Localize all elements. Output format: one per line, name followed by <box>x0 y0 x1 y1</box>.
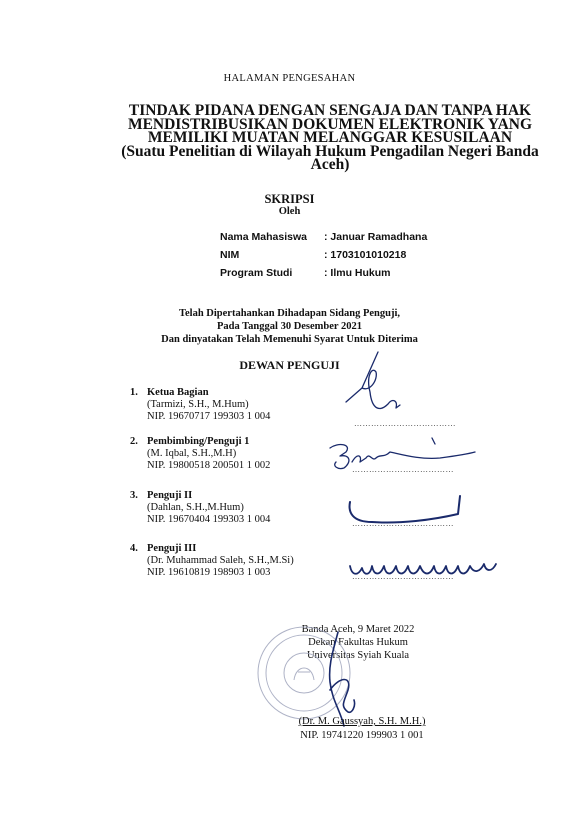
examiner-name: (Dahlan, S.H.,M.Hum) <box>147 502 244 513</box>
institution-name: Universitas Syiah Kuala <box>306 650 410 661</box>
examiner-number: 4. <box>130 543 138 554</box>
dean-position: Dekan Fakultas Hukum <box>308 637 408 648</box>
examiner-role: Ketua Bagian <box>147 387 209 398</box>
signature-line: ……………………………… <box>352 465 454 474</box>
signature-line: ……………………………… <box>352 519 454 528</box>
examiner-nip: NIP. 19670717 199303 1 004 <box>147 411 271 422</box>
dean-nip: NIP. 19741220 199903 1 001 <box>300 730 424 741</box>
title-line: MEMILIKI MUATAN MELANGGAR KESUSILAAN <box>147 129 513 146</box>
examiner-board-title: DEWAN PENGUJI <box>239 358 340 372</box>
examiner-number: 1. <box>130 387 138 398</box>
examiner-number: 2. <box>130 436 138 447</box>
defense-line: Pada Tanggal 30 Desember 2021 <box>216 321 363 332</box>
examiner-role: Penguji III <box>147 543 197 554</box>
dean-name: (Dr. M. Gaussyah, S.H. M.H.) <box>298 716 426 727</box>
examiner-role: Pembimbing/Penguji 1 <box>147 436 250 447</box>
title-line: MENDISTRIBUSIKAN DOKUMEN ELEKTRONIK YANG <box>127 115 533 133</box>
defense-line: Telah Dipertahankan Dihadapan Sidang Penguji, <box>178 308 401 319</box>
student-name-label: Nama Mahasiswa <box>220 231 307 243</box>
examiner-nip: NIP. 19670404 199303 1 004 <box>147 514 271 525</box>
title-line: (Suatu Penelitian di Wilayah Hukum Pengadilan Negeri Banda <box>121 142 539 160</box>
study-program-label: Program Studi <box>220 267 293 279</box>
examiner-name: (M. Iqbal, S.H.,M.H) <box>147 448 237 459</box>
place-date: Banda Aceh, 9 Maret 2022 <box>301 624 415 635</box>
title-line: TINDAK PIDANA DENGAN SENGAJA DAN TANPA HAK <box>128 102 532 119</box>
signature-line: ……………………………… <box>352 572 454 581</box>
student-name-value: : Januar Ramadhana <box>324 231 428 243</box>
document-type: SKRIPSI <box>264 192 315 206</box>
title-line: Aceh) <box>310 156 350 173</box>
examiner-role: Penguji II <box>147 490 193 501</box>
page-heading: HALAMAN PENGESAHAN <box>223 73 356 84</box>
student-nim-value: : 1703101010218 <box>324 249 407 261</box>
examiner-nip: NIP. 19800518 200501 1 002 <box>147 460 271 471</box>
study-program-value: : Ilmu Hukum <box>324 267 391 279</box>
examiner-name: (Dr. Muhammad Saleh, S.H.,M.Si) <box>147 555 294 566</box>
defense-line: Dan dinyatakan Telah Memenuhi Syarat Untuk Diterima <box>161 334 418 345</box>
examiner-number: 3. <box>130 490 138 501</box>
student-nim-label: NIM <box>220 249 240 261</box>
examiner-name: (Tarmizi, S.H., M.Hum) <box>147 399 249 410</box>
examiner-nip: NIP. 19610819 198903 1 003 <box>147 567 271 578</box>
by-label: Oleh <box>278 206 301 217</box>
signature-line: ……………………………… <box>354 419 456 428</box>
